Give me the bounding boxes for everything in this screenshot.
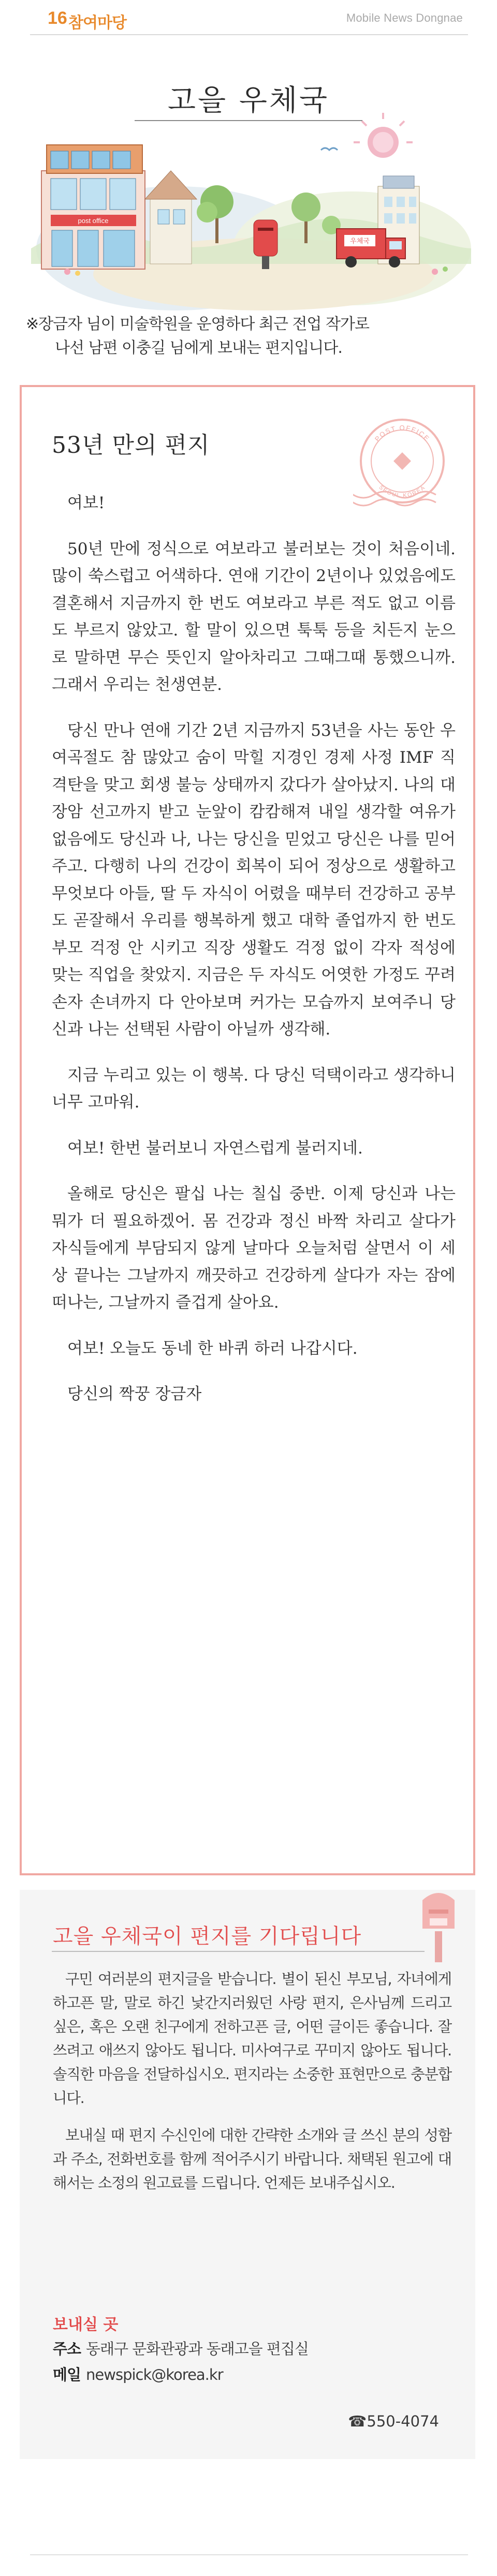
- notice-title: 고을 우체국이 편지를 기다립니다: [53, 1924, 362, 1948]
- letter-box: [20, 385, 475, 1875]
- letter-body: [52, 490, 456, 1427]
- post-office-building: [41, 145, 145, 269]
- flower-icon: [64, 269, 70, 275]
- publication-name: Mobile News Dongnae: [346, 11, 463, 24]
- address-label: 주소: [53, 2340, 81, 2358]
- email-label: 메일: [53, 2366, 81, 2383]
- truck-label: 우체국: [350, 238, 370, 245]
- intro-line-1: ※장금자 님이 미술학원을 운영하다 최근 전업 작가로: [26, 315, 369, 333]
- stamp-text-bottom: SEOUL KOREA: [377, 484, 427, 499]
- intro-line-2: 나선 남편 이충길 님에게 보내는 편지입니다.: [55, 339, 342, 357]
- address-row: [53, 2337, 309, 2359]
- letter-paragraph: 올해로 당신은 팔십 나는 칠십 중반. 이제 당신과 나는 뭐가 더 필요하겠어. 몸 건강과 정신 바짝 차리고 살다가 자식들에게 부담되지 않게 날마다 오늘처럼 살면서 이 세상 끝나는 그날까지 깨끗하고 건강하게 살다가 자는 잠에 떠나는, 그날까지 즐겁게 살아요.: [52, 1185, 456, 1312]
- letter-paragraph: 여보! 한번 불러보니 자연스럽게 불러지네.: [67, 1138, 363, 1158]
- letter-paragraph: 여보!: [67, 494, 105, 512]
- page-title: 고을 우체국: [167, 84, 330, 117]
- title-underline: [135, 120, 362, 121]
- notice-paragraph: 보내실 때 편지 수신인에 대한 간략한 소개와 글 쓰신 분의 성함과 주소, 전화번호를 함께 적어주시기 바랍니다. 채택된 원고에 대해서는 소정의 원고료를 드립니다. 언제든 보내주십시오.: [53, 2127, 451, 2192]
- email-row: [53, 2363, 223, 2385]
- bird-icon: [321, 148, 338, 150]
- email-value[interactable]: newspick@korea.kr: [86, 2366, 223, 2383]
- letter-paragraph: 지금 누리고 있는 이 행복. 다 당신 덕택이라고 생각하니 너무 고마워.: [52, 1065, 456, 1112]
- flower-icon: [432, 269, 438, 275]
- page-number: 16: [48, 8, 67, 28]
- sun-icon: [354, 113, 413, 158]
- address-value: 동래구 문화관광과 동래고을 편집실: [86, 2340, 309, 2358]
- notice-paragraph: 구민 여러분의 편지글을 받습니다. 별이 된신 부모님, 자녀에게 하고픈 말, 말로 하긴 낯간지러웠던 사랑 편지, 은사님께 드리고 싶은, 혹은 오랜 친구에게 전하고픈 글, 어떤 글이든 좋습니다. 잘 쓰려고 애쓰지 않아도 됩니다. 미사여구로 꾸미지 않아도 됩니다. 솔직한 마음을 전달하십시오. 편지라는 소중한 표현만으로 충분합니다.: [53, 1971, 451, 2107]
- phone-number[interactable]: ☎550-4074: [348, 2412, 439, 2430]
- letter-paragraph: 당신 만나 연애 기간 2년 지금까지 53년을 사는 동안 우여곡절도 참 많았고 숨이 막힐 지경인 경제 사정 IMF 직격탄을 맞고 회생 불능 상태까지 갔다가 살아났지. 나의 대장암 선고까지 받고 눈앞이 캄캄해져 내일 생각할 여유가 없음에도 당신과 나, 나는 당신을 믿었고 당신은 나를 믿어 주고. 다행히 나의 건강이 회복이 되어 정상으로 생활하고 무엇보다 아들, 딸 두 자식이 어렸을 때부터 건강하고 공부도 곧잘해서 우리를 행복하게 했고 대학 졸업까지 한 번도 부모 걱정 안 시키고 직장 생활도 걱정 없이 각자 적성에 맞는 직업을 찾았지. 지금은 두 자식도 어엿한 가정도 꾸려 손자 손녀까지 다 안아보며 커가는 모습까지 보여주니 당신과 나는 선택된 사람이 아닐까 생각해.: [52, 721, 456, 1039]
- letter-signature: 당신의 짝꿍 장금자: [67, 1385, 202, 1403]
- house: [145, 171, 197, 264]
- submission-notice: [20, 1890, 475, 2459]
- section-title: 참여마당: [68, 14, 126, 32]
- page-header: [0, 0, 497, 38]
- mailbox-icon: [413, 1890, 465, 1962]
- svg-text:POST OFFICE: [373, 424, 431, 443]
- notice-body: [53, 1967, 451, 2209]
- flower-icon: [75, 271, 80, 276]
- letter-title: 53년 만의 편지: [52, 432, 210, 458]
- send-heading: 보내실 곳: [53, 2316, 119, 2334]
- intro-note: [26, 313, 471, 360]
- stamp-text-top: POST OFFICE: [373, 423, 432, 443]
- letter-paragraph: 50년 만에 정식으로 여보라고 불러보는 것이 처음이네. 많이 쑥스럽고 어색하다. 연애 기간이 2년이나 있었음에도 결혼해서 지금까지 한 번도 여보라고 부른 적도 없고 이름도 부르지 않았고. 할 말이 있으면 툭툭 등을 치든지 눈으로 말하면 무슨 뜻인지 알아차리고 그때그때 통했으니까. 그래서 우리는 천생연분.: [52, 539, 456, 694]
- post-office-illustration: [21, 93, 476, 316]
- footer-divider: [30, 2554, 468, 2555]
- header-divider: [30, 34, 468, 35]
- store-sign: post office: [78, 217, 109, 225]
- notice-divider: [52, 1951, 425, 1952]
- flower-icon: [443, 267, 448, 272]
- letter-paragraph: 여보! 오늘도 동네 한 바퀴 하러 나갑시다.: [67, 1339, 358, 1358]
